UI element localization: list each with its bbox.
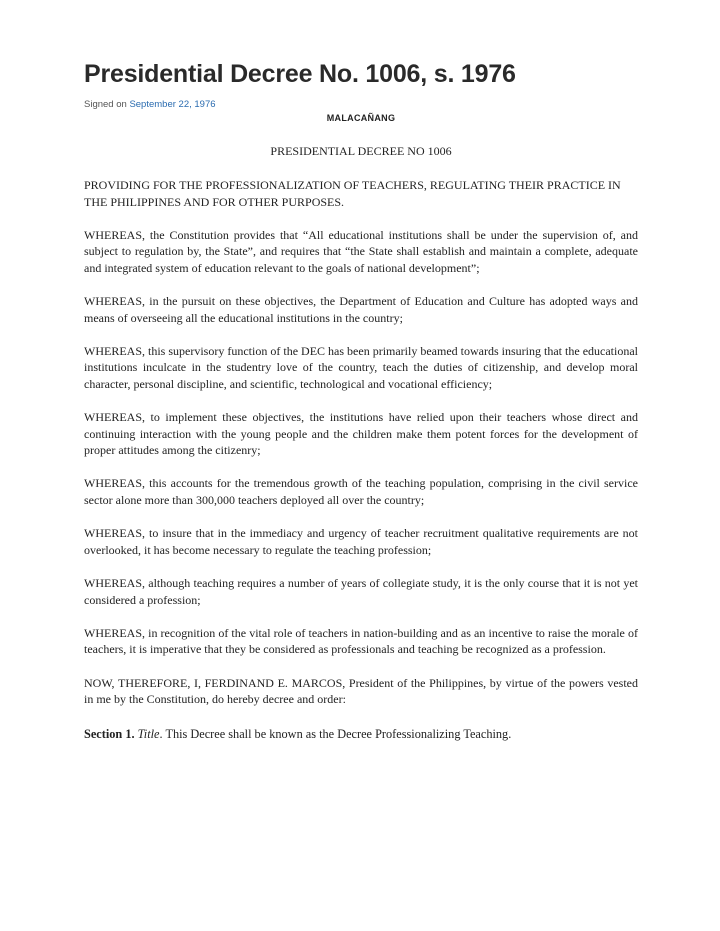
document-title: Presidential Decree No. 1006, s. 1976	[84, 60, 516, 88]
section-1-name: Title	[137, 726, 160, 741]
signed-line	[84, 99, 638, 111]
section-1	[84, 727, 638, 742]
whereas-paragraph-1: WHEREAS, the Constitution provides that “All educational institutions shall be under the supervision of, and subject to regulation by, the State”, and requires that “the State shall establish and maintain a complete, adequate and integrated system of education relevant to the goals of national development”;	[84, 228, 638, 275]
whereas-paragraph-6: WHEREAS, to insure that in the immediacy and urgency of teacher recruitment qualitative requirements are not overlooked, it has become necessary to regulate the teaching profession;	[84, 526, 638, 557]
signed-prefix: Signed on	[84, 99, 127, 110]
whereas-paragraph-3: WHEREAS, this supervisory function of the DEC has been primarily beamed towards insuring that the educational institutions inculcate in the studentry love of the country, teach the duties of citizenship, and develop moral character, personal discipline, and scientific, technological and vocational efficiency;	[84, 344, 638, 391]
signed-date-link[interactable]: September 22, 1976	[129, 99, 216, 110]
whereas-paragraph-4: WHEREAS, to implement these objectives, the institutions have relied upon their teachers whose direct and continuing interaction with the young people and the children make them potent forces for the development of proper attitudes among the citizenry;	[84, 410, 638, 458]
whereas-paragraph-2: WHEREAS, in the pursuit on these objectives, the Department of Education and Culture has adopted ways and means of overseeing all the educational institutions in the country;	[84, 294, 638, 325]
section-1-label: Section 1.	[84, 726, 135, 741]
now-therefore-paragraph: NOW, THEREFORE, I, FERDINAND E. MARCOS, President of the Philippines, by virtue of the powers vested in me by the Constitution, do hereby decree and order:	[84, 675, 638, 707]
whereas-paragraph-5: WHEREAS, this accounts for the tremendous growth of the teaching population, comprising in the civil service sector alone more than 300,000 teachers deployed all over the country;	[84, 476, 638, 507]
section-1-text: . This Decree shall be known as the Decree Professionalizing Teaching.	[159, 726, 512, 741]
whereas-paragraph-8: WHEREAS, in recognition of the vital role of teachers in nation-building and as an incentive to raise the morale of teachers, it is imperative that they be considered as professionals and teaching be recognized as a profession.	[84, 625, 638, 657]
decree-number: PRESIDENTIAL DECREE NO 1006	[270, 144, 452, 158]
whereas-paragraph-7: WHEREAS, although teaching requires a number of years of collegiate study, it is the only course that it is not yet considered a profession;	[84, 576, 638, 607]
document-page	[84, 58, 638, 742]
origin-label: MALACAÑANG	[326, 113, 396, 123]
decree-subtitle: PROVIDING FOR THE PROFESSIONALIZATION OF TEACHERS, REGULATING THEIR PRACTICE IN THE PHILIPPINES AND FOR OTHER PURPOSES.	[84, 178, 621, 209]
